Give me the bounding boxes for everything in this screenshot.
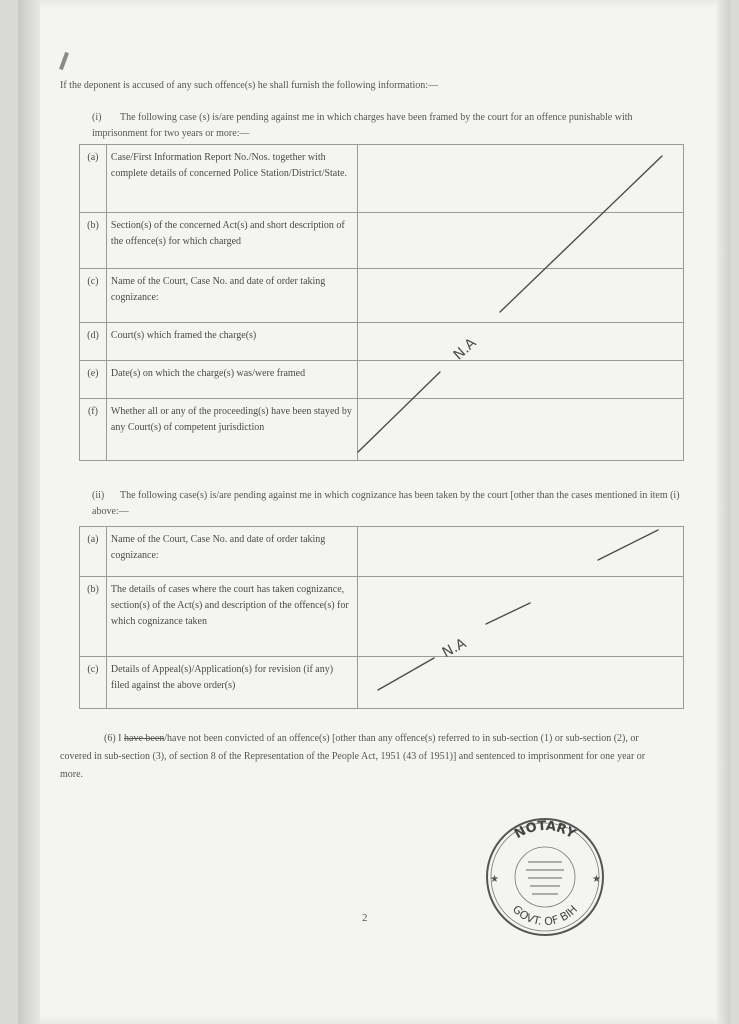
row-description: Section(s) of the concerned Act(s) and short description of the offence(s) for which charged: [106, 213, 357, 269]
table-row: [80, 657, 684, 709]
seal-top-text: NOTARY: [512, 818, 579, 843]
row-answer: [358, 527, 684, 577]
page-binding-shadow: [18, 0, 40, 1024]
section-ii-text: The following case(s) is/are pending against me in which cognizance has been taken by the court [other than the cases mentioned in item (i) above:—: [92, 490, 680, 517]
row-answer: [358, 213, 684, 269]
intro-text: If the deponent is accused of any such offence(s) he shall furnish the following information:—: [60, 80, 439, 91]
row-answer: [358, 323, 684, 361]
row-label: (e): [80, 361, 107, 399]
seal-star-left: ★: [490, 874, 499, 885]
row-label: (a): [80, 527, 107, 577]
section-i-heading: [92, 110, 682, 142]
section-i-text: The following case (s) is/are pending against me in which charges have been framed by the court for an offence punishable with imprisonment for two years or more:—: [92, 112, 633, 139]
handwritten-na-ii: N.A: [439, 635, 469, 662]
row-label: (b): [80, 213, 107, 269]
seal-star-right: ★: [592, 874, 601, 885]
row-answer: [358, 361, 684, 399]
seal-center-scribble: [526, 862, 564, 894]
row-label: (b): [80, 577, 107, 657]
row-label: (d): [80, 323, 107, 361]
table-row: [80, 269, 684, 323]
row-label: (a): [80, 145, 107, 213]
table-row: [80, 361, 684, 399]
table-row: [80, 213, 684, 269]
section-ii-heading: [92, 488, 682, 520]
row-description: Whether all or any of the proceeding(s) have been stayed by any Court(s) of competent jurisdiction: [106, 399, 357, 461]
handwritten-na-i: N.A: [450, 335, 480, 364]
row-description: Name of the Court, Case No. and date of order taking cognizance:: [106, 269, 357, 323]
row-description: Case/First Information Report No./Nos. together with complete details of concerned Police Station/District/State.: [106, 145, 357, 213]
table-row: [80, 145, 684, 213]
section-ii-number: (ii): [92, 490, 105, 501]
row-answer: [358, 577, 684, 657]
row-label: (c): [80, 657, 107, 709]
struck-text: have been: [124, 733, 165, 744]
row-description: The details of cases where the court has taken cognizance, section(s) of the Act(s) and description of the offence(s) for which cognizance taken: [106, 577, 357, 657]
page-number: 2: [362, 912, 368, 924]
table-section-i: [79, 144, 684, 461]
row-description: Court(s) which framed the charge(s): [106, 323, 357, 361]
paragraph-6: [60, 730, 670, 784]
para-prefix: (6) I: [104, 733, 124, 744]
row-description: Date(s) on which the charge(s) was/were framed: [106, 361, 357, 399]
row-answer: [358, 269, 684, 323]
table-row: [80, 577, 684, 657]
seal-bottom-text: GOVT. OF BIH: [509, 902, 581, 929]
row-answer: [358, 657, 684, 709]
row-description: Name of the Court, Case No. and date of order taking cognizance:: [106, 527, 357, 577]
row-label: (c): [80, 269, 107, 323]
row-answer: [358, 399, 684, 461]
section-i-number: (i): [92, 112, 102, 123]
para-body: /have not been convicted of an offence(s) [other than any offence(s) referred to in sub-section (1) or sub-section (2), or covered in sub-section (3), of section 8 of the Representation of the People Act, 1951 (43 of 1951)] and sentenced to imprisonment for one year or more.: [60, 733, 646, 780]
page-edge: [716, 0, 730, 1024]
row-label: (f): [80, 399, 107, 461]
row-answer: [358, 145, 684, 213]
table-section-ii: [79, 526, 684, 709]
row-description: Details of Appeal(s)/Application(s) for revision (if any) filed against the above order(s): [106, 657, 357, 709]
table-row: [80, 399, 684, 461]
notary-seal: [480, 812, 610, 942]
table-row: [80, 323, 684, 361]
table-row: [80, 527, 684, 577]
